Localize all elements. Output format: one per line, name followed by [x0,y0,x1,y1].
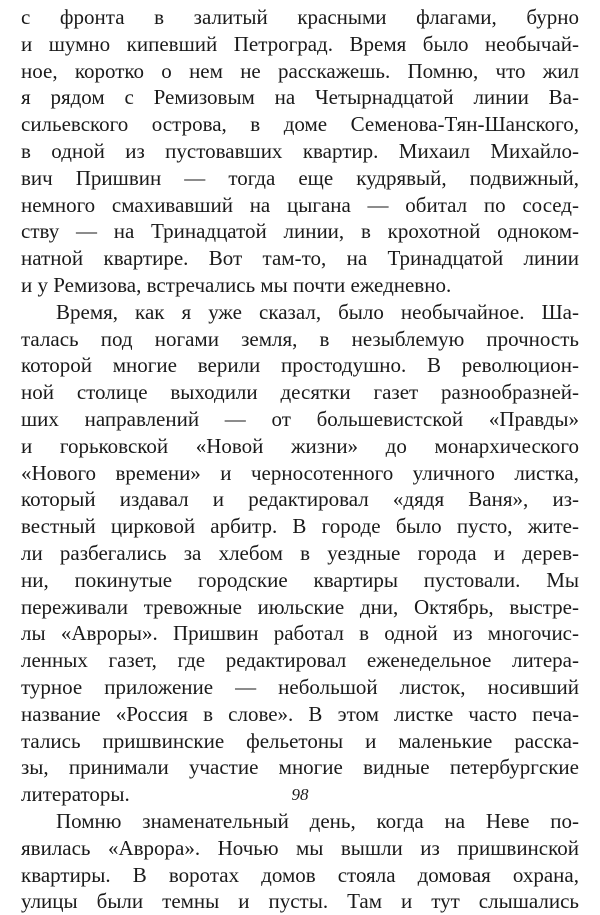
text-line: ленных газет, где редактировал еженедельное литера- [21,648,579,673]
text-line: ших направлений — от большевистской «Правды» [21,406,579,431]
text-line: «Нового времени» и черносотенного уличного листка, [21,460,579,485]
text-line: и шумно кипевший Петроград. Время было необычай- [21,31,579,56]
paragraph [21,4,579,299]
text-line: я рядом с Ремизовым на Четырнадцатой линии Ва- [21,85,579,110]
text-line: улицы были темны и пусты. Там и тут слышались [21,889,579,914]
text-line: лы «Авроры». Пришвин работал в одной из многочис- [21,621,579,646]
text-line: ли разбегались за хлебом в уездные города и дерев- [21,540,579,565]
text-line: зы, принимали участие многие видные петербургские [21,755,579,780]
text-line: тались пришвинские фельетоны и маленькие расска- [21,728,579,753]
paragraph [21,808,579,915]
text-line: в одной из пустовавших квартир. Михаил Михайло- [21,138,579,163]
page-number: 98 [291,785,309,804]
book-page-text [21,4,579,915]
text-line: вестный цирковой арбитр. В городе было пусто, жите- [21,514,579,539]
text-line: явилась «Аврора». Ночью мы вышли из пришвинской [21,835,579,860]
text-line: вич Пришвин — тогда еще кудрявый, подвижный, [21,165,579,190]
text-line: натной квартире. Вот там-то, на Тринадцатой линии [21,246,579,271]
text-line: Помню знаменательный день, когда на Неве по- [56,808,579,833]
text-line: название «Россия в слове». В этом листке часто печа- [21,701,579,726]
text-line: ству — на Тринадцатой линии, в крохотной одноком- [21,219,579,244]
text-line: с фронта в залитый красными флагами, бурно [21,5,579,29]
text-line: Время, как я уже сказал, было необычайное. Ша- [56,299,579,324]
text-line: сильевского острова, в доме Семенова-Тян-Шанского, [21,112,579,137]
paragraph [21,299,579,808]
text-line: переживали тревожные июльские дни, Октябрь, выстре- [21,594,579,619]
text-line: ное, коротко о нем не расскажешь. Помню, что жил [21,58,579,83]
text-line: литераторы. [21,782,130,807]
text-line: и горьковской «Новой жизни» до монархического [21,433,579,458]
text-line: и у Ремизова, встречались мы почти ежедневно. [21,272,452,297]
text-line: ной столице выходили десятки газет разнообразней- [21,380,579,405]
text-line: ни, покинутые городские квартиры пустовали. Мы [21,567,579,592]
text-line: квартиры. В воротах домов стояла домовая охрана, [21,862,579,887]
text-line: турное приложение — небольшой листок, носивший [21,674,579,699]
text-line: талась под ногами земля, в незыблемую прочность [21,326,579,351]
text-line: немного смахивавший на цыгана — обитал по сосед- [21,192,579,217]
text-line: которой многие верили простодушно. В революцион- [21,353,579,378]
text-line: который издавал и редактировал «дядя Ваня», из- [21,487,579,512]
